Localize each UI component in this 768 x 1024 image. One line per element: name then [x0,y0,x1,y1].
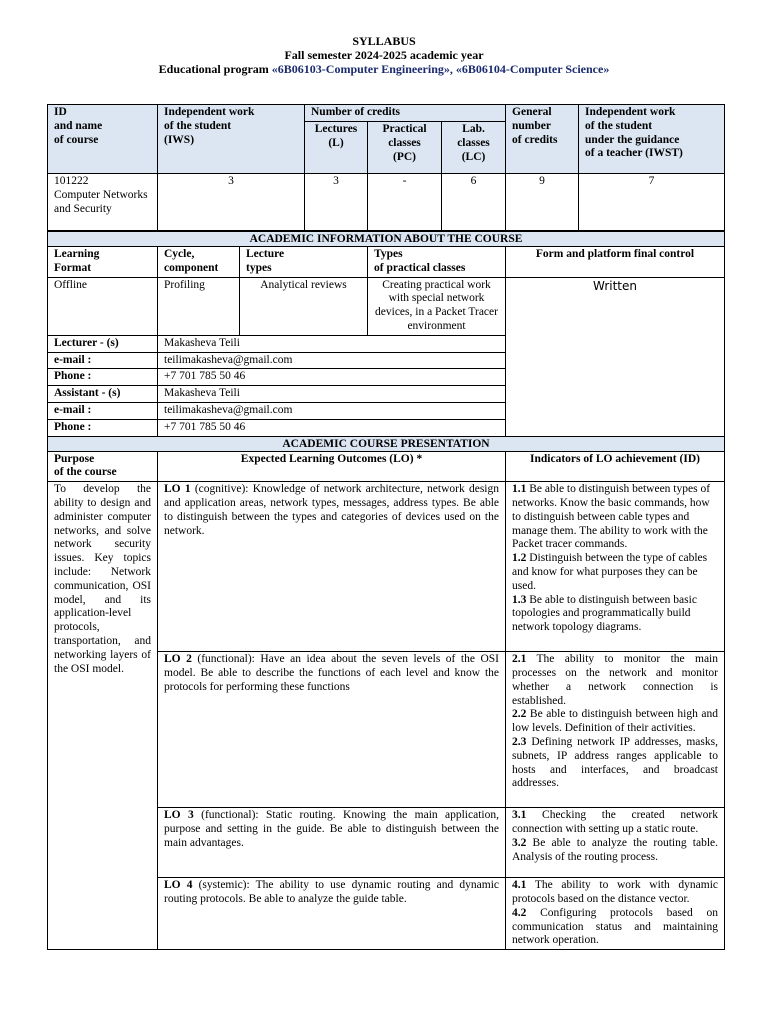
lo-2: LO 2 (functional): Have an idea about the seven levels of the OSI model. Be able to describe the functions of each level and know the protocols for performing these functions [158,652,506,808]
contact-label: Assistant - (s) [48,386,158,403]
learning-format-value: Offline [48,277,158,335]
contact-label: Phone : [48,419,158,436]
lectures-value: 3 [305,174,368,231]
indicators-header: Indicators of LO achievement (ID) [506,451,725,482]
indicator: 2.2 Be able to distinguish between high and low levels. Definition of their activities. [512,708,718,735]
contact-value: +7 701 785 50 46 [158,369,506,386]
course-id: 101222 [54,175,89,187]
iws-value: 3 [158,174,305,231]
lo-4: LO 4 (systemic): The ability to use dynamic routing and dynamic routing protocols. Be able to analyze the guide table. [158,878,506,950]
iwst-value: 7 [579,174,725,231]
course-id-cell [48,174,158,231]
contact-value: Makasheva Teili [158,335,506,352]
contact-label: Phone : [48,369,158,386]
academic-info-title: ACADEMIC INFORMATION ABOUT THE COURSE [48,232,725,247]
program-prefix: Educational program [158,62,272,76]
semester-line: Fall semester 2024-2025 academic year [284,48,484,62]
lo-1-indicators [506,482,725,652]
contact-label: Lecturer - (s) [48,335,158,352]
lo-1: LO 1 (cognitive): Knowledge of network architecture, network design and application areas, network types, messages, address types. Be able to distinguish between the types and categories of devices used on the network. [158,482,506,652]
academic-table [47,231,725,950]
credits-header: Number of credits [305,105,506,122]
purpose-header: Purpose of the course [48,451,158,482]
lectures-header: Lectures (L) [305,122,368,174]
practical-types-value: Creating practical work with special network devices, in a Packet Tracer environment [368,277,506,335]
contact-value: Makasheva Teili [158,386,506,403]
indicator: 4.1 The ability to work with dynamic protocols based on the distance vector. [512,879,718,905]
learning-format-header: Learning Format [48,247,158,278]
program-names: «6B06103-Computer Engineering», «6B06104-Computer Science» [271,62,610,76]
contact-value: +7 701 785 50 46 [158,419,506,436]
iws-header: Independent work of the student (IWS) [158,105,305,174]
indicator: 2.1 The ability to monitor the main processes on the network and monitor whether a network connection is established. [512,653,718,707]
contact-value: teilimakasheva@gmail.com [158,352,506,369]
indicator: 1.2 Distinguish between the type of cables and know for what purposes they can be used. [512,552,708,592]
practical-header: Practical classes (PC) [368,122,442,174]
lo-4-indicators [506,878,725,950]
general-credits-header: General number of credits [506,105,579,174]
cycle-value: Profiling [158,277,240,335]
practical-value: - [368,174,442,231]
indicator: 2.3 Defining network IP addresses, masks, subnets, IP address ranges applicable to hosts and interfaces, and broadcast addresses. [512,735,718,790]
lo-3: LO 3 (functional): Static routing. Knowing the main application, purpose and setting in the guide. Be able to distinguish between the main advantages. [158,808,506,878]
final-control-value: Written [506,277,725,436]
indicator: 3.2 Be able to analyze the routing table. Analysis of the routing process. [512,836,718,863]
contact-label: e-mail : [48,352,158,369]
outcomes-header: Expected Learning Outcomes (LO) * [158,451,506,482]
indicator: 1.3 Be able to distinguish between basic topologies and programmatically build network topology diagrams. [512,593,697,634]
indicator: 1.1 Be able to distinguish between types of networks. Know the basic commands, how to distinguish between cable types and manage them. The ability to work with the Packet tracer commands. [512,483,711,551]
lecture-types-header: Lecture types [240,247,368,278]
iwst-header: Independent work of the student under the guidance of a teacher (IWST) [579,105,725,174]
course-name: Computer Networks and Security [54,188,148,215]
final-control-header: Form and platform final control [506,247,725,278]
cycle-header: Cycle, component [158,247,240,278]
practical-types-header: Types of practical classes [368,247,506,278]
course-credits-table [47,104,725,231]
lecture-types-value: Analytical reviews [240,277,368,335]
document-header [0,34,768,76]
id-name-header: ID and name of course [48,105,158,174]
lo-3-indicators [506,808,725,878]
contact-value: teilimakasheva@gmail.com [158,402,506,419]
lo-2-indicators [506,652,725,808]
presentation-title: ACADEMIC COURSE PRESENTATION [48,436,725,451]
indicator: 3.1 Checking the created network connection with setting up a static route. [512,809,718,835]
indicator: 4.2 Configuring protocols based on communication status and maintaining network operation. [512,906,718,947]
program-line [0,62,768,76]
syllabus-title: SYLLABUS [352,34,416,48]
purpose-text: To develop the ability to design and administer computer networks, and solve network security issues. Key topics include: Network communication, OSI model, and its application-level protocols, transportation, and networking layers of the OSI model. [48,482,158,950]
general-value: 9 [506,174,579,231]
lab-header: Lab. classes (LC) [442,122,506,174]
contact-label: e-mail : [48,402,158,419]
lab-value: 6 [442,174,506,231]
